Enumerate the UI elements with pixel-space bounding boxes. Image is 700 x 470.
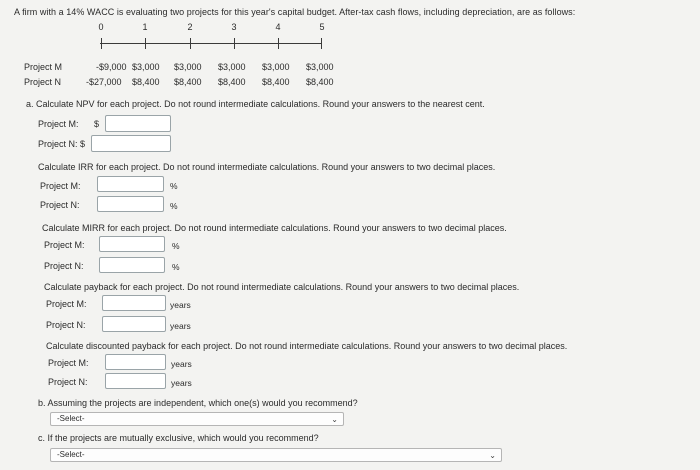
cash-flow: $3,000: [306, 62, 334, 72]
cash-flow: $8,400: [218, 77, 246, 87]
part-b-question: b. Assuming the projects are independent, which one(s) would you recommend?: [38, 398, 358, 408]
chevron-down-icon: ⌄: [331, 415, 338, 424]
timeline-axis: [100, 43, 322, 44]
percent-unit: %: [172, 241, 180, 251]
independent-recommendation-select[interactable]: [50, 412, 344, 426]
currency-symbol: $: [80, 139, 86, 149]
cash-flow: $3,000: [262, 62, 290, 72]
dpb-n-label: Project N:: [48, 377, 88, 387]
period-label: 0: [98, 22, 104, 32]
cash-flow: $8,400: [262, 77, 290, 87]
npv-m-input[interactable]: [105, 115, 171, 132]
irr-m-input[interactable]: [97, 176, 164, 192]
part-c-question: c. If the projects are mutually exclusive, which would you recommend?: [38, 433, 319, 443]
payback-m-input[interactable]: [102, 295, 166, 311]
timeline-tick: [101, 38, 102, 49]
project-n-cash-flows: [24, 77, 354, 89]
currency-symbol: $: [94, 119, 100, 129]
dpb-m-label: Project M:: [48, 358, 89, 368]
period-label: 3: [231, 22, 237, 32]
chevron-down-icon: ⌄: [489, 451, 496, 460]
percent-unit: %: [170, 201, 178, 211]
years-unit: years: [171, 359, 192, 369]
timeline-tick: [145, 38, 146, 49]
cash-flow: $8,400: [174, 77, 202, 87]
cash-flow: $8,400: [306, 77, 334, 87]
years-unit: years: [170, 300, 191, 310]
mirr-instruction: Calculate MIRR for each project. Do not round intermediate calculations. Round your answers to two decimal places.: [42, 223, 507, 233]
cash-flow: $3,000: [174, 62, 202, 72]
project-name: Project N: [24, 77, 62, 87]
npv-instruction: a. Calculate NPV for each project. Do not round intermediate calculations. Round your answers to the nearest cent.: [26, 99, 485, 109]
period-label: 2: [187, 22, 193, 32]
dpb-m-input[interactable]: [105, 354, 166, 370]
years-unit: years: [171, 378, 192, 388]
npv-n-label: Project N:: [38, 139, 78, 149]
period-label: 5: [319, 22, 325, 32]
project-m-cash-flows: [24, 62, 354, 74]
payback-m-label: Project M:: [46, 299, 87, 309]
period-label: 4: [275, 22, 281, 32]
cash-flow: $8,400: [132, 77, 160, 87]
payback-n-input[interactable]: [102, 316, 166, 332]
problem-statement: A firm with a 14% WACC is evaluating two projects for this year's capital budget. After-tax cash flows, including depreciation, are as follows:: [14, 7, 576, 17]
irr-m-label: Project M:: [40, 181, 81, 191]
mutually-exclusive-recommendation-select[interactable]: [50, 448, 502, 462]
period-label: 1: [142, 22, 148, 32]
irr-instruction: Calculate IRR for each project. Do not round intermediate calculations. Round your answers to two decimal places.: [38, 162, 496, 172]
irr-n-input[interactable]: [97, 196, 164, 212]
timeline-tick: [321, 38, 322, 49]
npv-m-label: Project M:: [38, 119, 79, 129]
mirr-n-input[interactable]: [99, 257, 165, 273]
cash-flow: -$27,000: [86, 77, 122, 87]
payback-n-label: Project N:: [46, 320, 86, 330]
mirr-m-label: Project M:: [44, 240, 85, 250]
select-value: -Select-: [57, 414, 85, 423]
cash-flow: $3,000: [132, 62, 160, 72]
timeline-tick: [190, 38, 191, 49]
irr-n-label: Project N:: [40, 200, 80, 210]
timeline-tick: [278, 38, 279, 49]
payback-instruction: Calculate payback for each project. Do not round intermediate calculations. Round your answers to two decimal places.: [44, 282, 520, 292]
npv-n-input[interactable]: [91, 135, 171, 152]
percent-unit: %: [172, 262, 180, 272]
mirr-m-input[interactable]: [99, 236, 165, 252]
mirr-n-label: Project N:: [44, 261, 84, 271]
timeline-tick: [234, 38, 235, 49]
project-name: Project M: [24, 62, 63, 72]
cash-flow: -$9,000: [96, 62, 127, 72]
select-value: -Select-: [57, 450, 85, 459]
years-unit: years: [170, 321, 191, 331]
cash-flow: $3,000: [218, 62, 246, 72]
percent-unit: %: [170, 181, 178, 191]
dpb-n-input[interactable]: [105, 373, 166, 389]
discounted-payback-instruction: Calculate discounted payback for each project. Do not round intermediate calculations. Round your answers to two decimal places.: [46, 341, 568, 351]
